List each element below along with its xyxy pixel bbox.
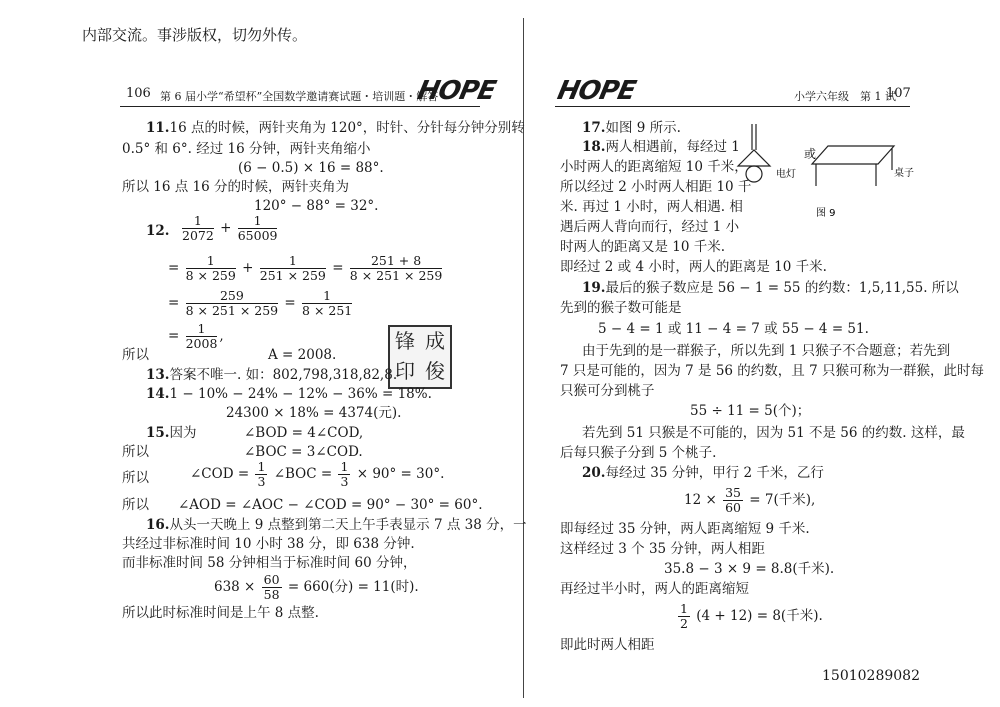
right-header-rule <box>555 106 910 107</box>
q15-eq2: ∠BOC = 3∠COD. <box>244 444 363 460</box>
q11-equation: (6 − 0.5) × 16 = 88°. <box>238 160 384 176</box>
q20-equation4: $\frac{1}{2}$ (4 + 12) = 8(千米). <box>680 601 823 631</box>
q19-equation: 5 − 4 = 1 或 11 − 4 = 7 或 55 − 4 = 51. <box>598 321 869 337</box>
table-label: 桌子 <box>894 168 914 179</box>
q19-line4: 7 只是可能的，因为 7 是 56 的约数，且 7 只猴可称为一群猴，此时每 <box>560 363 984 379</box>
phone-number: 15010289082 <box>822 668 920 684</box>
figure-9 <box>732 122 922 222</box>
q20-equation3: 35.8 − 3 × 9 = 8.8(千米). <box>664 561 835 577</box>
figure-or-label: 或 <box>804 147 817 161</box>
q19-line6: 若先到 51 只猴是不可能的，因为 51 不是 56 的约数. 这样，最 <box>582 425 965 441</box>
q18-line6: 时两人的距离又是 10 千米. <box>560 239 726 255</box>
q15-so2: 所以 <box>122 470 149 486</box>
q20-line1: 20.每经过 35 分钟，甲行 2 千米，乙行 <box>582 465 824 481</box>
q18-line3: 所以经过 2 小时两人相距 10 千 <box>560 179 752 195</box>
q19-line5: 只猴可分到桃子 <box>560 383 655 399</box>
q12-number: 12. <box>146 223 170 239</box>
q12-expr2: = $\frac{1}{8 \times 259}$ + $\frac{1}{251 \times 259}$ = $\frac{251 + 8}{8 \times 251 \times 259}$ <box>168 253 443 283</box>
copyright-note: 内部交流。事涉版权，切勿外传。 <box>82 26 308 44</box>
q11-line3: 所以 16 点 16 分的时候，两针夹角为 <box>122 179 350 195</box>
q19-line3: 由于先到的是一群猴子，所以先到 1 只猴子不合题意；若先到 <box>582 343 951 359</box>
hope-logo-right: HOPE <box>554 76 638 106</box>
left-running-title: 第 6 届小学“希望杯”全国数学邀请赛试题・培训题・解答 <box>160 90 439 103</box>
q14-line: 14.1 − 10% − 24% − 12% − 36% = 18%. <box>146 386 432 402</box>
q18-line2: 小时两人的距离缩短 10 千米， <box>560 159 748 175</box>
q20-equation1: 12 × $\frac{35}{60}$ = 7(千米), <box>684 485 816 515</box>
q16-equation: 638 × $\frac{60}{58}$ = 660(分) = 11(时). <box>214 572 419 602</box>
q16-line3: 而非标准时间 58 分钟相当于标准时间 60 分钟， <box>122 555 417 571</box>
q12-expr4: = $\frac{1}{2008}$ , <box>168 321 224 351</box>
q15-so1: 所以 <box>122 444 149 460</box>
q20-line2: 即每经过 35 分钟，两人距离缩短 9 千米. <box>560 521 810 537</box>
lamp-label: 电灯 <box>776 169 796 180</box>
q15-eq4: ∠AOD = ∠AOC − ∠COD = 90° − 30° = 60°. <box>178 497 483 513</box>
q12-so: 所以 <box>122 347 149 363</box>
q20-line3: 这样经过 3 个 35 分钟，两人相距 <box>560 541 765 557</box>
left-page-number: 106 <box>126 86 151 101</box>
q11-line1: 11.16 点的时候，两针夹角为 120°，时针、分针每分钟分别转 <box>146 120 525 136</box>
q15-eq1: ∠BOD = 4∠COD, <box>244 425 364 441</box>
right-running-title: 小学六年级 第 1 试 <box>794 90 896 103</box>
q16-line2: 共经过非标准时间 10 小时 38 分，即 638 分钟. <box>122 536 415 552</box>
q11-equation2: 120° − 88° = 32°. <box>254 198 379 214</box>
figure-caption: 图 9 <box>816 208 836 219</box>
q20-line4: 再经过半小时，两人的距离缩短 <box>560 581 749 597</box>
q16-line4: 所以此时标准时间是上午 8 点整. <box>122 605 319 621</box>
q14-equation: 24300 × 18% = 4374(元). <box>226 405 402 421</box>
q15-because: 15.因为 <box>146 425 197 441</box>
table-drawing <box>812 146 894 186</box>
hope-logo-left: HOPE <box>414 76 498 106</box>
q19-line2: 先到的猴子数可能是 <box>560 300 682 316</box>
q19-equation2: 55 ÷ 11 = 5(个)； <box>690 403 811 419</box>
q15-eq3: ∠COD = $\frac{1}{3}$ ∠BOC = $\frac{1}{3}$ × 90° = 30°. <box>190 459 445 489</box>
lamp-drawing <box>738 124 770 182</box>
q18-line7: 即经过 2 或 4 小时，两人的距离是 10 千米. <box>560 259 827 275</box>
q12-answer: A = 2008. <box>268 347 337 363</box>
q18-line5: 遇后两人背向而行，经过 1 小 <box>560 219 740 235</box>
q18-line1: 18.两人相遇前，每经过 1 <box>582 139 740 155</box>
q20-line5: 即此时两人相距 <box>560 637 655 653</box>
seal-stamp: 锋 成 印 俊 <box>388 325 452 389</box>
q16-line1: 16.从头一天晚上 9 点整到第二天上午手表显示 7 点 38 分，一 <box>146 517 527 533</box>
q17-line: 17.如图 9 所示. <box>582 120 681 136</box>
q11-line2: 0.5° 和 6°. 经过 16 分钟，两针夹角缩小 <box>122 141 371 157</box>
q18-line4: 米. 再过 1 小时，两人相遇. 相 <box>560 199 743 215</box>
q19-line1: 19.最后的猴子数应是 56 − 1 = 55 的约数：1,5,11,55. 所以 <box>582 280 959 296</box>
q12-expr3: = $\frac{259}{8 \times 251 \times 259}$ = $\frac{1}{8 \times 251}$ <box>168 288 353 318</box>
right-page-number: 107 <box>886 86 911 101</box>
q12-expr1: $\frac{1}{2072}$ + $\frac{1}{65009}$ <box>182 213 278 243</box>
q13-line: 13.答案不唯一. 如：802,798,318,82,8. <box>146 367 398 383</box>
q19-line7: 后每只猴子分到 5 个桃子. <box>560 445 717 461</box>
left-header-rule <box>120 106 480 107</box>
q15-so3: 所以 <box>122 497 149 513</box>
